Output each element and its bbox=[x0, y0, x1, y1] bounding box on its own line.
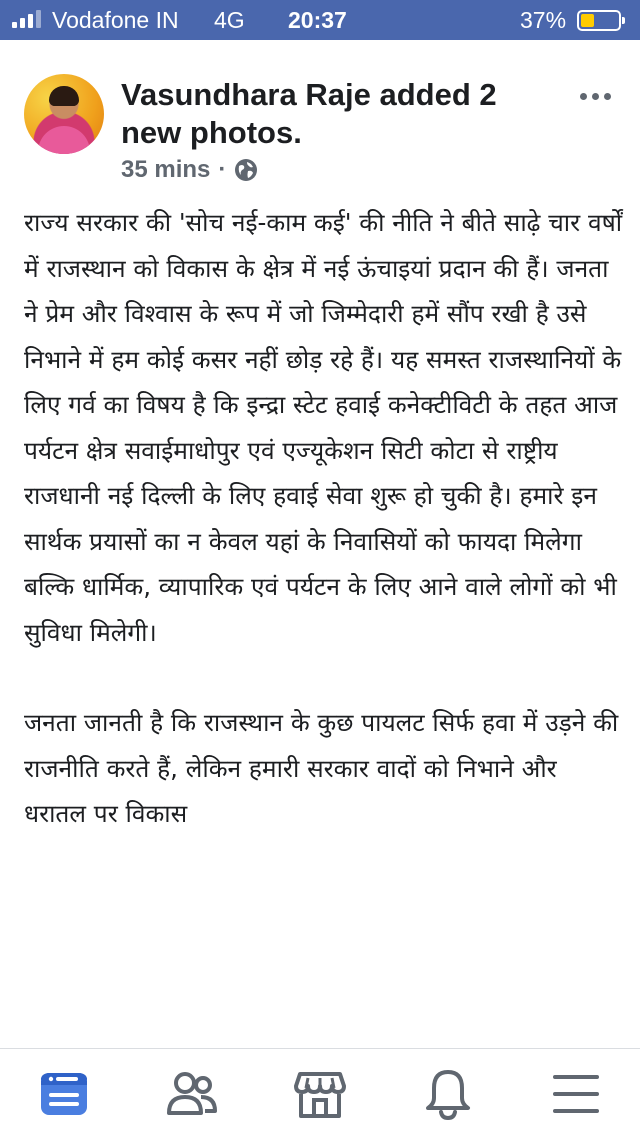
friends-icon bbox=[165, 1071, 219, 1117]
post-action: added 2 new photos. bbox=[121, 77, 497, 150]
tab-news-feed[interactable] bbox=[36, 1067, 92, 1121]
news-feed-icon bbox=[39, 1069, 89, 1119]
menu-icon bbox=[551, 1073, 601, 1115]
network-type: 4G bbox=[214, 7, 245, 33]
post-meta bbox=[121, 156, 258, 184]
post-paragraph: जनता जानती है कि राजस्थान के कुछ पायलट सिर्फ हवा में उड़ने की राजनीति करते हैं, लेकिन हमारी सरकार वादों को निभाने और धरातल पर विकास bbox=[24, 708, 619, 828]
battery-percent: 37% bbox=[520, 7, 567, 33]
notifications-icon bbox=[424, 1068, 472, 1120]
bottom-navigation-bar bbox=[0, 1048, 640, 1136]
tab-menu[interactable] bbox=[548, 1067, 604, 1121]
tab-marketplace[interactable] bbox=[292, 1067, 348, 1121]
globe-icon bbox=[234, 158, 258, 182]
battery-icon bbox=[577, 10, 621, 31]
post-title bbox=[121, 76, 561, 152]
meta-separator: · bbox=[218, 156, 227, 183]
tab-friends[interactable] bbox=[164, 1067, 220, 1121]
post-paragraph: राज्य सरकार की 'सोच नई-काम कई' की नीति ने बीते साढ़े चार वर्षों में राजस्थान को विकास के क्षेत्र में नई ऊंचाइयां प्रदान की हैं। जनता ने प्रेम और विश्वास के रूप में जो जिम्मेदारी हमें सौंप रखी है उसे निभाने में हम कोई कसर नहीं छोड़ रहे हैं। यह समस्त राजस्थानियों के लिए गर्व का विषय है कि इन्द्रा स्टेट हवाई कनेक्टीविटी के तहत आज पर्यटन क्षेत्र सवाईमाधोपुर एवं एज्यूकेशन सिटी कोटा से राष्ट्रीय राजधानी नई दिल्ली के लिए हवाई सेवा शुरू हो चुकी है। हमारे इन सार्थक प्रयासों का न केवल यहां के निवासियों को फायदा मिलेगा बल्कि धार्मिक, व्यापारिक एवं पर्यटन के लिए आने वाले लोगों को भी सुविधा मिलेगी। bbox=[24, 208, 623, 647]
author-name[interactable]: Vasundhara Raje bbox=[121, 77, 371, 112]
carrier-name: Vodafone IN bbox=[52, 7, 179, 33]
tab-notifications[interactable] bbox=[420, 1067, 476, 1121]
marketplace-icon bbox=[294, 1068, 346, 1120]
status-bar bbox=[0, 0, 640, 40]
clock: 20:37 bbox=[288, 7, 347, 33]
signal-strength-icon bbox=[12, 10, 41, 28]
more-options-icon[interactable] bbox=[580, 93, 611, 100]
avatar[interactable] bbox=[24, 74, 104, 154]
post-timestamp[interactable]: 35 mins bbox=[121, 156, 211, 183]
post-body bbox=[24, 200, 624, 1048]
